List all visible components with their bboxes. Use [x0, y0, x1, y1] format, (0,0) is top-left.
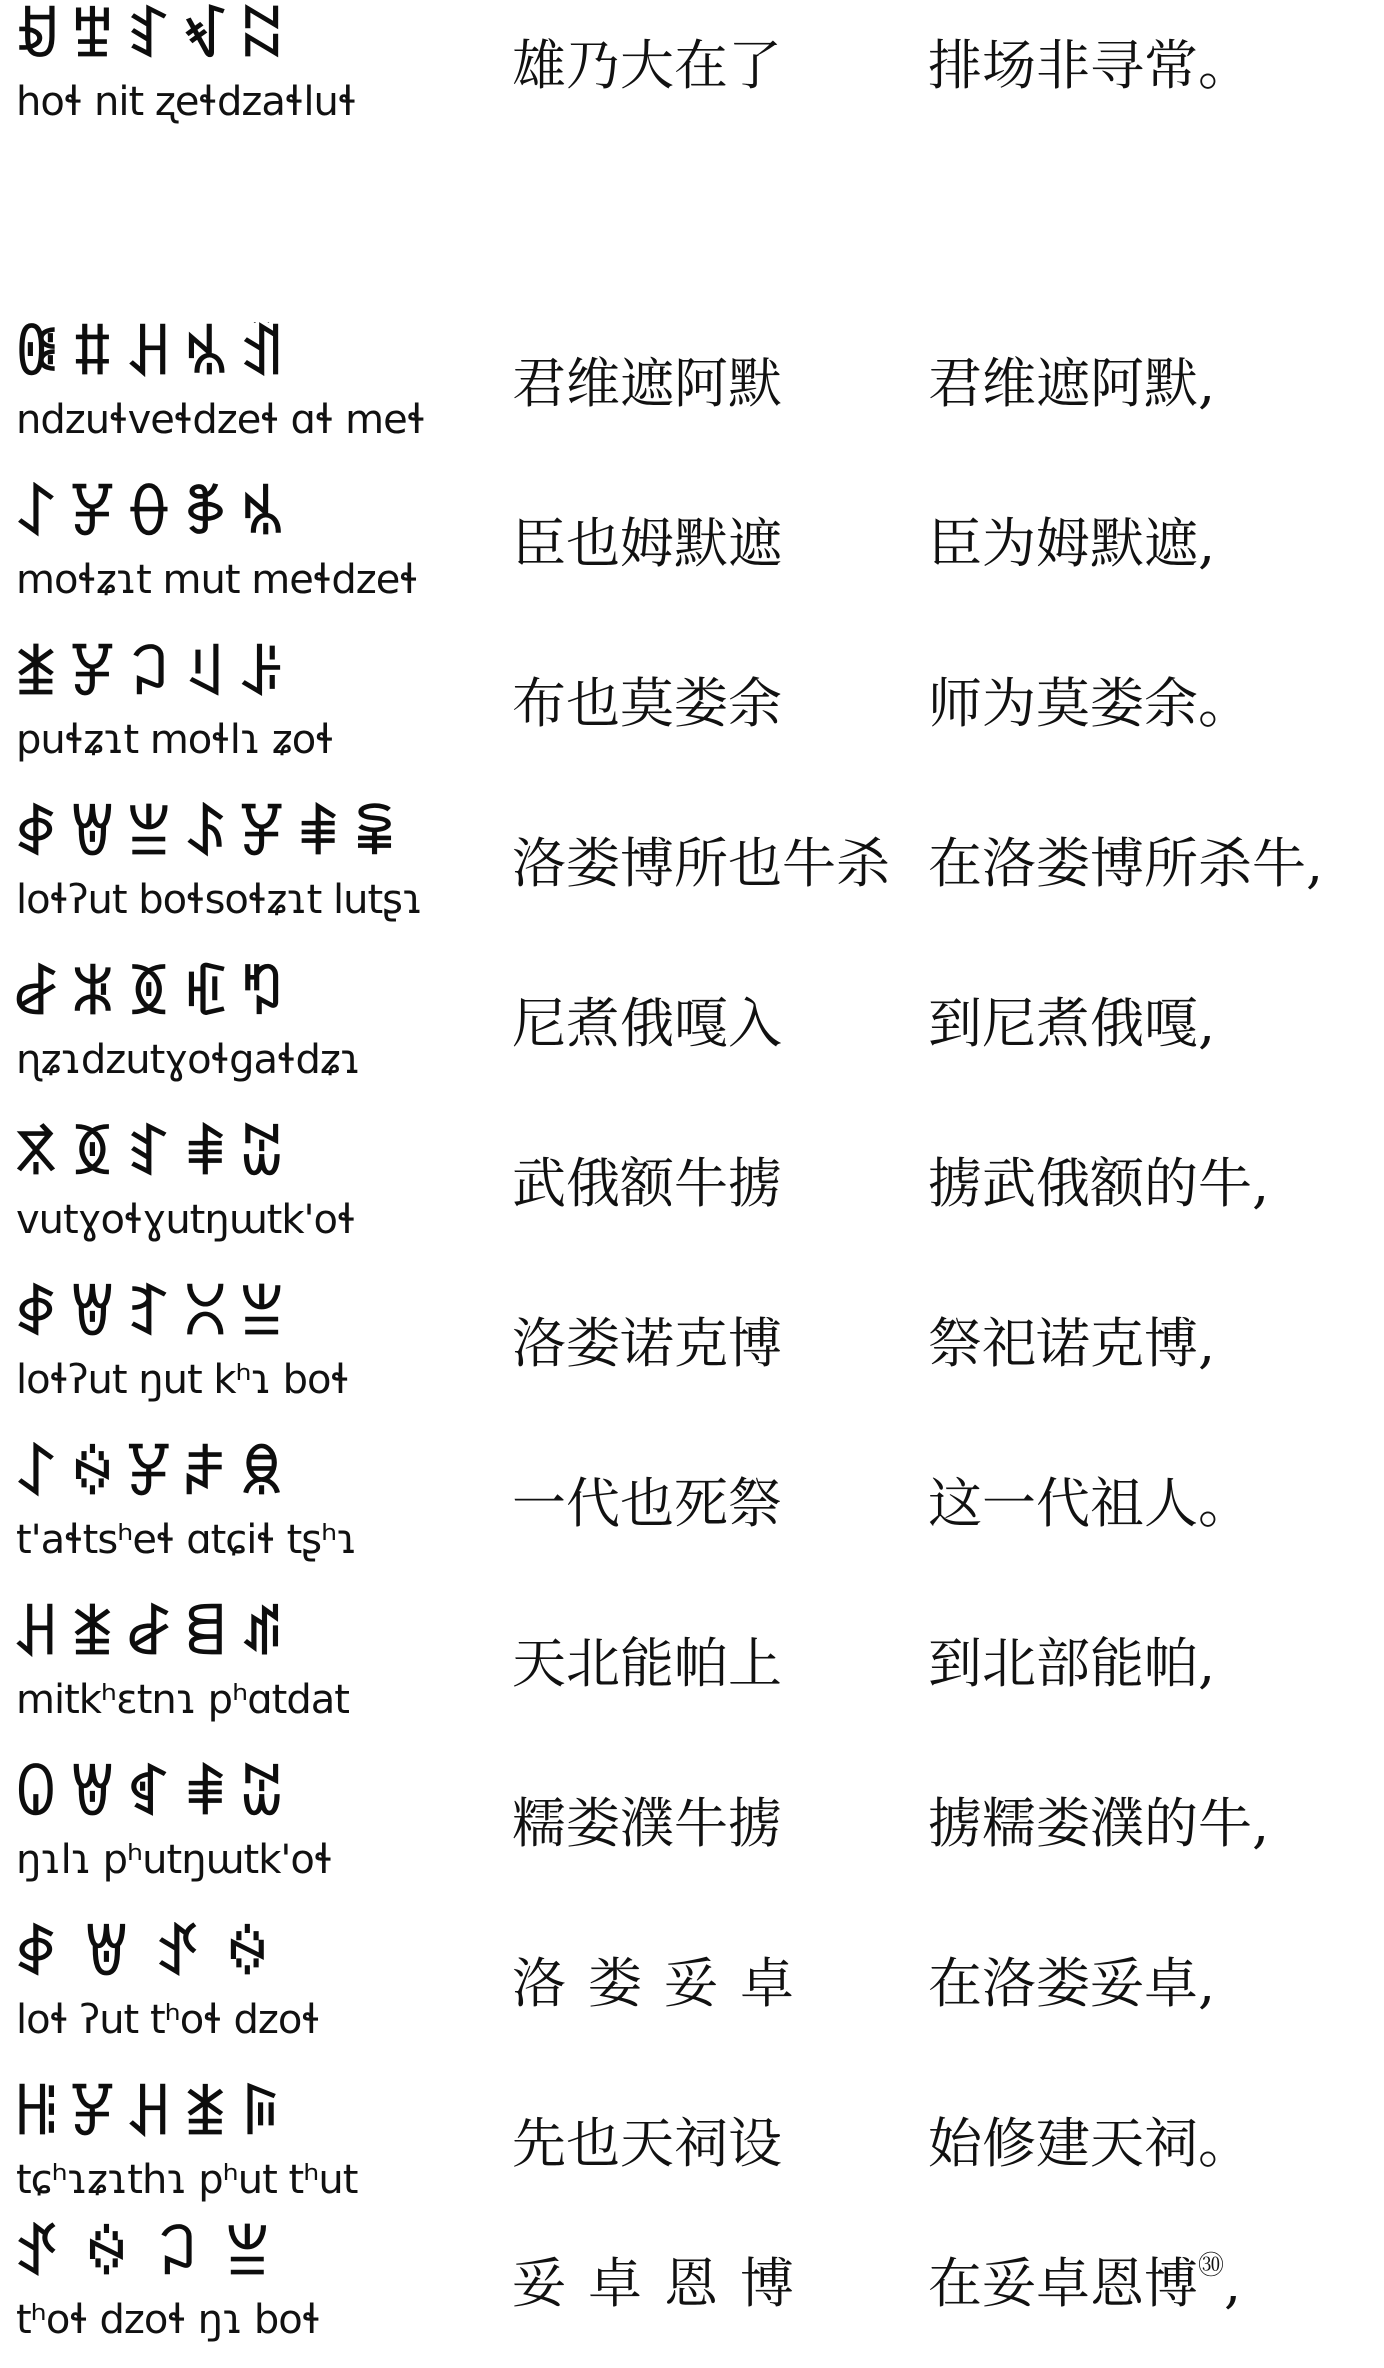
verse-line [0, 0, 1384, 150]
verse-line [0, 958, 1384, 1108]
free-translation [928, 2252, 1241, 2316]
ipa-transcription: mitkʰɛtnɿ pʰɑtdat [16, 1677, 349, 1723]
ipa-transcription: loɬʔut ŋut kʰɿ boɬ [16, 1357, 349, 1403]
literal-gloss: 洛娄妥卓 [512, 1952, 816, 2015]
yi-script-cell [12, 1438, 452, 1588]
yi-script-line: ꆀꍜꅉꇿꑳ [12, 962, 295, 1027]
yi-script-line: ꆿꐯꃅꁦꌕ [12, 2082, 295, 2147]
literal-gloss: 臣也姆默遮 [512, 512, 782, 575]
yi-script-line: ꃅꁧꆀꁌꁮ [12, 1602, 295, 1667]
yi-script-line: ꍆꐚꃅꁱꀉ [12, 322, 295, 387]
yi-script-cell [12, 958, 452, 1108]
literal-gloss: 君维遮阿默 [512, 352, 782, 415]
ipa-transcription: loɬ ʔut tʰoɬ dzoɬ [16, 1997, 320, 2043]
literal-gloss: 糯娄濮牛掳 [512, 1792, 782, 1855]
ipa-transcription: puɬʑɿt moɬlɿ ʑoɬ [16, 717, 334, 763]
yi-script-line: ꀋꍈꃀꁈ [12, 2222, 294, 2287]
verse-line [0, 1918, 1384, 2068]
yi-script-cell [12, 638, 452, 788]
verse-line [0, 318, 1384, 468]
verse-line [0, 1278, 1384, 1428]
yi-script-cell [12, 798, 452, 948]
ipa-transcription: vutɣoɬɣutŋɯtk'oɬ [16, 1197, 356, 1243]
free-translation: 到北部能帕, [928, 1632, 1216, 1695]
literal-gloss: 尼煮俄嘎入 [512, 992, 782, 1055]
literal-gloss: 妥卓恩博 [512, 2252, 816, 2315]
yi-script-cell [12, 2218, 452, 2368]
literal-gloss: 洛娄诺克博 [512, 1312, 782, 1375]
ipa-transcription: ɳʑɿdzutɣoɬgaɬdʑɿ [16, 1037, 361, 1083]
literal-gloss: 布也莫娄余 [512, 672, 782, 735]
verse-line [0, 2078, 1384, 2228]
free-translation-text: 在妥卓恩博 [928, 2252, 1198, 2315]
ipa-transcription: hoɬ nit ʐeɬdzaɬluɬ [16, 79, 357, 125]
ipa-transcription: tʰoɬ dzoɬ ŋɿ boɬ [16, 2297, 321, 2343]
yi-script-cell [12, 0, 452, 150]
verse-line [0, 1758, 1384, 1908]
free-translation: 排场非寻常。 [928, 34, 1252, 97]
free-translation: 这一代祖人。 [928, 1472, 1252, 1535]
yi-script-line: ꐎꇐꁍꑌꇍ [12, 1762, 295, 1827]
ipa-transcription: ndzuɬveɬdzeɬ ɑɬ meɬ [16, 397, 426, 443]
free-translation: 到尼煮俄嘎, [928, 992, 1216, 1055]
yi-script-line: ꋍꍈꐯꌧꌋ [12, 1442, 295, 1507]
verse-line [0, 2218, 1384, 2368]
free-translation: 在洛娄博所杀牛, [928, 832, 1324, 895]
literal-gloss: 先也天祠设 [512, 2112, 782, 2175]
free-translation: 师为莫娄余。 [928, 672, 1252, 735]
verse-line [0, 798, 1384, 948]
ipa-transcription: moɬʑɿt mut meɬdzeɬ [16, 557, 418, 603]
yi-script-line: ꁧꐯꃀꆹꌠ [12, 642, 295, 707]
footnote-marker: ㉚ [1198, 2251, 1225, 2281]
free-translation: 祭祀诺克博, [928, 1312, 1216, 1375]
free-translation: 掳糯娄濮的牛, [928, 1792, 1270, 1855]
yi-script-line: ꃷꅉꆏꑌꇍ [12, 1122, 295, 1187]
yi-script-line: ꇉꇐꆈꇤꁈ [12, 1282, 295, 1347]
verse-line [0, 478, 1384, 628]
ipa-transcription: tɕʰɿʑɿthɿ pʰut tʰut [16, 2157, 358, 2203]
literal-gloss: 武俄额牛掳 [512, 1152, 782, 1215]
free-translation: 臣为姆默遮, [928, 512, 1216, 575]
ipa-transcription: loɬʔut boɬsoɬʑɿt lutʂɿ [16, 877, 423, 923]
yi-script-line: ꇉꇐꁈꌺꐯꑌꈜ [12, 802, 408, 867]
yi-script-line: ꇉꇐꀋꍈ [12, 1922, 294, 1987]
free-translation: 始修建天祠。 [928, 2112, 1252, 2175]
yi-script-cell [12, 1758, 452, 1908]
free-translation: 君维遮阿默, [928, 352, 1216, 415]
verse-line [0, 1438, 1384, 1588]
free-translation: 在洛娄妥卓, [928, 1952, 1216, 2015]
yi-script-line: ꀁꄻꆏꃴꉆ [12, 4, 295, 69]
free-translation-punct: , [1224, 2252, 1242, 2315]
verse-line [0, 1118, 1384, 1268]
literal-gloss: 一代也死祭 [512, 1472, 782, 1535]
literal-gloss: 洛娄博所也牛杀 [512, 832, 890, 895]
ipa-transcription: ŋɿlɿ pʰutŋɯtk'oɬ [16, 1837, 333, 1883]
yi-script-cell [12, 1598, 452, 1748]
yi-script-cell [12, 1118, 452, 1268]
ipa-transcription: t'aɬtsʰeɬ ɑtɕiɬ tʂʰɿ [16, 1517, 357, 1563]
literal-gloss: 雄乃大在了 [512, 34, 782, 97]
free-translation: 掳武俄额的牛, [928, 1152, 1270, 1215]
yi-script-line: ꋍꐯꂷꃆꁱ [12, 482, 295, 547]
verse-line [0, 1598, 1384, 1748]
yi-script-cell [12, 2078, 452, 2228]
literal-gloss: 天北能帕上 [512, 1632, 782, 1695]
yi-script-cell [12, 1278, 452, 1428]
yi-script-cell [12, 478, 452, 628]
yi-script-cell [12, 318, 452, 468]
verse-line [0, 638, 1384, 788]
yi-script-cell [12, 1918, 452, 2068]
